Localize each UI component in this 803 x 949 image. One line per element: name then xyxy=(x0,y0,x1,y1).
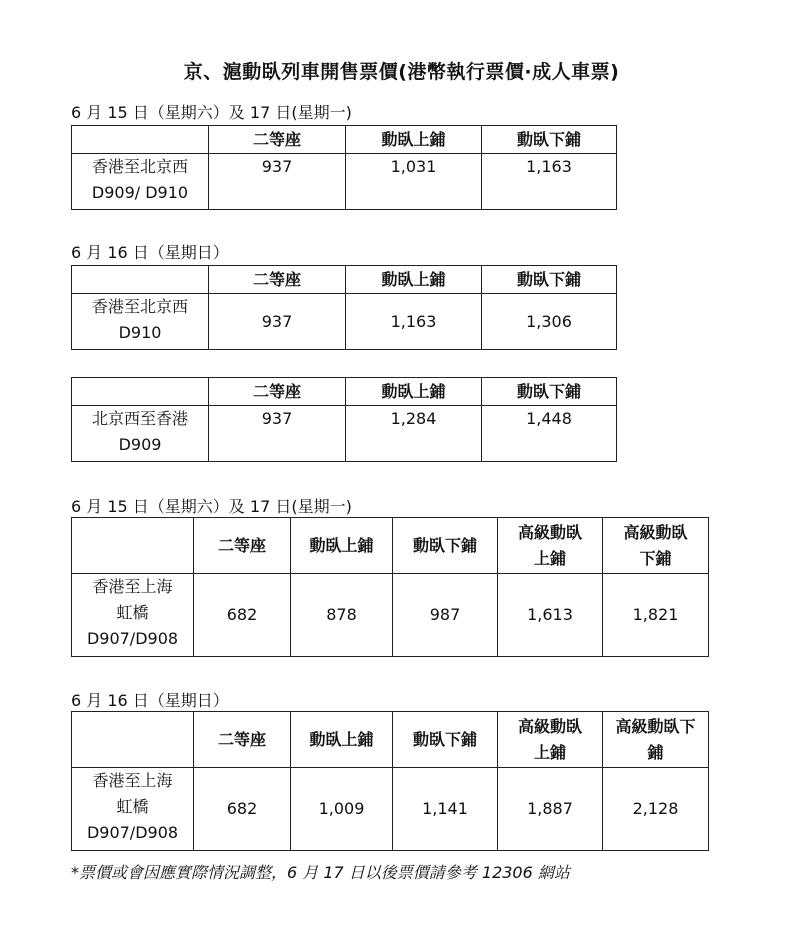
price-cell: 1,141 xyxy=(393,768,498,851)
fare-table-beijing-1 xyxy=(71,125,617,210)
price-cell: 1,163 xyxy=(482,154,617,210)
date-label: 6 月 15 日（星期六）及 17 日(星期一) xyxy=(71,497,352,516)
header-line: 高級動臥 xyxy=(517,716,582,736)
header-cell: 二等座 xyxy=(209,126,346,154)
route-name: 香港至北京西 xyxy=(91,297,188,316)
header-cell-blank xyxy=(72,712,194,768)
train-number: D907/D908 xyxy=(86,629,179,648)
header-line: 上鋪 xyxy=(533,548,566,568)
price-cell: 682 xyxy=(194,768,291,851)
price-cell: 1,284 xyxy=(346,406,482,462)
train-number: D909 xyxy=(118,435,162,454)
train-number: D909/ D910 xyxy=(91,183,189,202)
header-cell-blank xyxy=(72,518,194,574)
route-cell xyxy=(72,294,209,350)
header-cell: 動臥下鋪 xyxy=(482,378,617,406)
price-cell: 1,163 xyxy=(346,294,482,350)
date-label: 6 月 15 日（星期六）及 17 日(星期一) xyxy=(71,103,352,122)
route-station: 虹橋 xyxy=(116,603,149,622)
route-name: 香港至北京西 xyxy=(91,157,188,176)
date-label: 6 月 16 日（星期日） xyxy=(71,691,229,710)
header-cell xyxy=(498,712,603,768)
header-cell: 動臥下鋪 xyxy=(482,126,617,154)
header-cell: 動臥上鋪 xyxy=(346,266,482,294)
fare-table-beijing-3 xyxy=(71,377,617,462)
train-number: D907/D908 xyxy=(86,823,179,842)
price-cell: 682 xyxy=(194,574,291,657)
price-cell: 1,306 xyxy=(482,294,617,350)
route-name: 北京西至香港 xyxy=(91,409,188,428)
header-cell xyxy=(603,712,709,768)
price-cell: 937 xyxy=(209,154,346,210)
header-line: 下鋪 xyxy=(639,548,672,568)
price-cell: 1,887 xyxy=(498,768,603,851)
price-cell: 987 xyxy=(393,574,498,657)
header-cell: 動臥上鋪 xyxy=(346,126,482,154)
header-line: 上鋪 xyxy=(533,742,566,762)
header-cell: 二等座 xyxy=(194,712,291,768)
header-cell xyxy=(498,518,603,574)
price-cell: 878 xyxy=(291,574,393,657)
fare-table-beijing-2 xyxy=(71,265,617,350)
header-cell-blank xyxy=(72,266,209,294)
header-cell: 動臥下鋪 xyxy=(393,712,498,768)
fare-table-shanghai-1 xyxy=(71,517,709,657)
fare-table-shanghai-2 xyxy=(71,711,709,851)
route-name: 香港至上海 xyxy=(92,577,173,596)
header-cell: 動臥上鋪 xyxy=(291,518,393,574)
header-cell-blank xyxy=(72,378,209,406)
price-cell: 937 xyxy=(209,406,346,462)
train-number: D910 xyxy=(118,323,162,342)
price-cell: 1,448 xyxy=(482,406,617,462)
header-cell: 動臥下鋪 xyxy=(393,518,498,574)
header-cell: 二等座 xyxy=(194,518,291,574)
route-name: 香港至上海 xyxy=(92,771,173,790)
price-cell: 1,613 xyxy=(498,574,603,657)
price-cell: 1,821 xyxy=(603,574,709,657)
route-cell xyxy=(72,406,209,462)
header-line: 高級動臥下 xyxy=(615,716,696,736)
route-cell xyxy=(72,154,209,210)
footnote: *票價或會因應實際情況調整，6 月 17 日以後票價請參考 12306 網站 xyxy=(71,863,570,882)
route-cell xyxy=(72,768,194,851)
header-line: 高級動臥 xyxy=(623,522,688,542)
page-title: 京、滬動臥列車開售票價(港幣執行票價·成人車票) xyxy=(183,61,620,83)
header-cell: 二等座 xyxy=(209,266,346,294)
header-cell xyxy=(603,518,709,574)
route-cell xyxy=(72,574,194,657)
header-cell-blank xyxy=(72,126,209,154)
route-station: 虹橋 xyxy=(116,797,149,816)
header-line: 鋪 xyxy=(647,742,664,762)
header-line: 高級動臥 xyxy=(517,522,582,542)
price-cell: 1,009 xyxy=(291,768,393,851)
header-cell: 動臥下鋪 xyxy=(482,266,617,294)
header-cell: 動臥上鋪 xyxy=(346,378,482,406)
header-cell: 二等座 xyxy=(209,378,346,406)
price-cell: 937 xyxy=(209,294,346,350)
header-cell: 動臥上鋪 xyxy=(291,712,393,768)
price-cell: 2,128 xyxy=(603,768,709,851)
date-label: 6 月 16 日（星期日） xyxy=(71,243,229,262)
price-cell: 1,031 xyxy=(346,154,482,210)
